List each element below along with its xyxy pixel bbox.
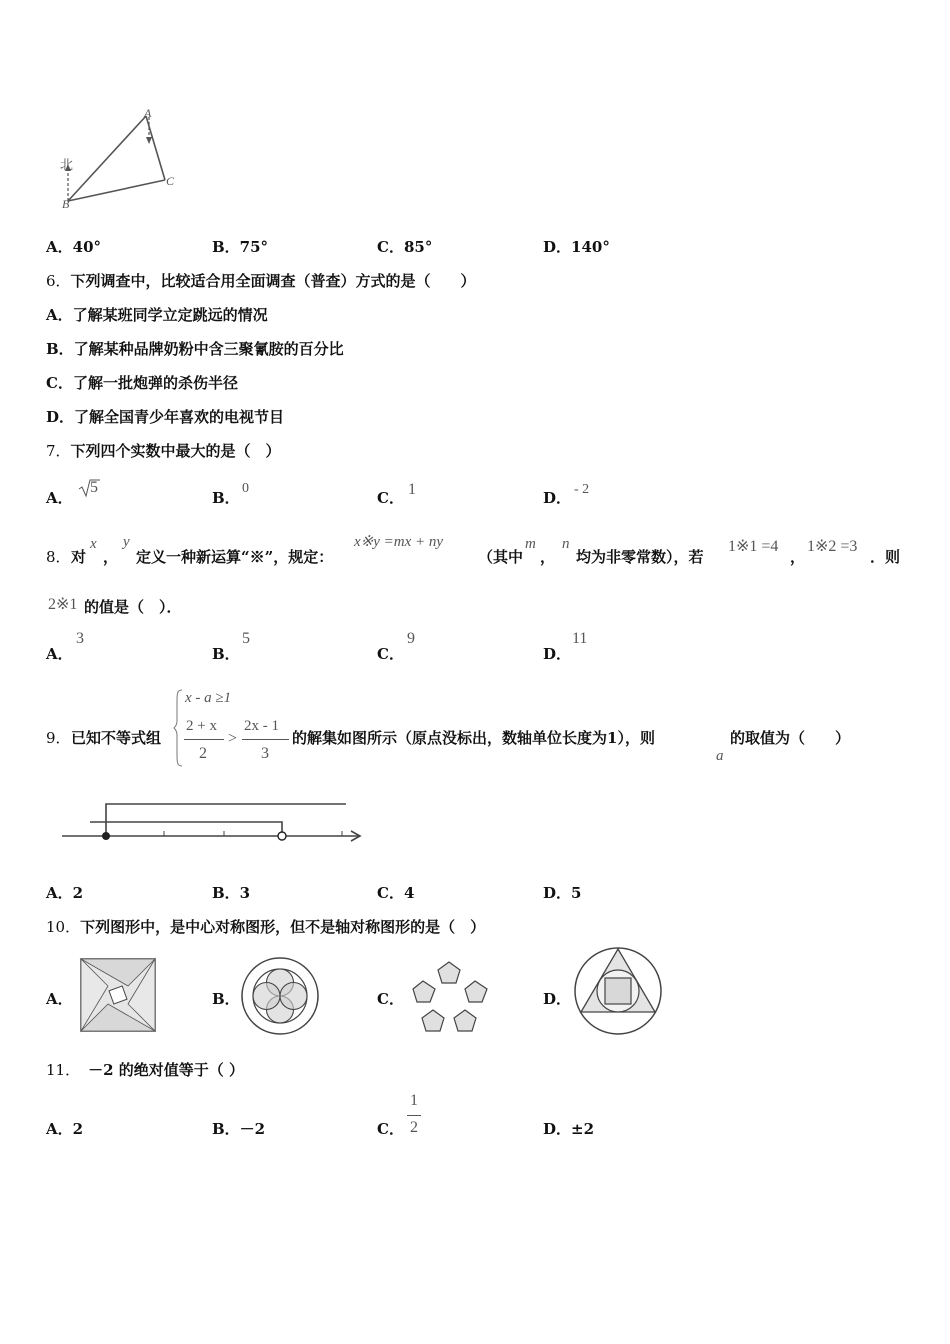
q8-condition-1: 1※1 =4: [728, 538, 779, 555]
pinwheel-square-figure[interactable]: [80, 958, 156, 1032]
q9-option-a[interactable]: A．2: [46, 884, 84, 902]
four-petal-circle-figure[interactable]: [240, 957, 320, 1035]
q11-stem: [46, 1059, 244, 1080]
q10-stem: [46, 916, 485, 937]
q6-option-b[interactable]: B．了解某种品牌奶粉中含三聚氰胺的百分比: [46, 340, 344, 358]
q7-option-b[interactable]: [212, 487, 240, 508]
q8-option-c-value: 9: [407, 630, 415, 647]
q9-text-3: 的取值为（ ）: [730, 729, 851, 747]
q11-stem-text: －2 的绝对值等于（ ）: [88, 1061, 244, 1079]
q6-option-d[interactable]: D．了解全国青少年喜欢的电视节目: [46, 408, 285, 426]
q11-option-c-fraction-bar: [407, 1115, 421, 1116]
five-pentagons-figure[interactable]: [408, 960, 490, 1036]
q7-option-b-label: B．: [212, 489, 240, 507]
q9-option-b[interactable]: B．3: [212, 884, 251, 902]
q6-stem-text: 下列调查中，比较适合用全面调查（普查）方式的是（ ）: [70, 272, 476, 290]
q8-text-5: ．则: [870, 548, 901, 566]
point-c-label: C: [166, 174, 175, 188]
q9-fraction-1-bar: [184, 739, 224, 740]
q5-option-d[interactable]: D．140°: [543, 238, 610, 256]
q8-text-1: 对: [71, 548, 87, 566]
q8-text-2: 定义一种新运算“※”，规定：: [136, 548, 334, 566]
system-brace-icon: [174, 688, 184, 768]
q8-condition-2: 1※2 =3: [807, 538, 858, 555]
q9-inequality-1: x - a ≥1: [185, 690, 232, 706]
q7-option-a-label: A．: [46, 489, 73, 507]
q8-formula: x※y =mx + ny: [354, 534, 444, 550]
q8-option-c-label: C．: [377, 645, 404, 663]
q8-expression: 2※1: [48, 596, 78, 613]
number-line-figure: [60, 796, 370, 852]
q9-option-d[interactable]: D．5: [543, 884, 582, 902]
q5-option-b[interactable]: B．75°: [212, 238, 269, 256]
q9-fraction-1-denominator: 2: [199, 745, 207, 762]
q7-option-c[interactable]: [377, 487, 404, 508]
q8-number: 8．: [46, 548, 71, 566]
q8-text-6: 的值是（ ）．: [84, 598, 182, 616]
q11-option-d[interactable]: D．±2: [543, 1120, 595, 1138]
q7-option-d-label: D．: [543, 489, 572, 507]
q9-fraction-2-denominator: 3: [261, 745, 269, 762]
q11-option-c[interactable]: [377, 1118, 404, 1139]
q9-greater-than: >: [228, 730, 238, 747]
q7-option-a-value: 5: [90, 479, 98, 496]
q7-option-a[interactable]: [46, 487, 73, 508]
q8-option-b-label: B．: [212, 645, 240, 663]
q11-option-c-label: C．: [377, 1120, 404, 1138]
q11-option-c-denominator: 2: [410, 1119, 418, 1136]
q10-stem-text: 下列图形中，是中心对称图形，但不是轴对称图形的是（ ）: [80, 918, 486, 936]
q6-stem: [46, 270, 476, 291]
q5-option-c[interactable]: C．85°: [377, 238, 433, 256]
q8-option-a-value: 3: [76, 630, 84, 647]
q7-option-c-value: 1: [408, 481, 416, 498]
q7-option-b-value: 0: [242, 481, 249, 496]
q10-option-d[interactable]: D．: [543, 990, 572, 1008]
q8-option-c[interactable]: [377, 643, 404, 664]
q9-fraction-2-numerator: 2x - 1: [244, 718, 279, 734]
q10-option-b[interactable]: B．: [212, 990, 240, 1008]
q10-number: 10．: [46, 918, 81, 936]
q6-number: 6．: [46, 272, 71, 290]
q8-option-a-label: A．: [46, 645, 73, 663]
circle-triangle-square-figure[interactable]: [572, 946, 664, 1036]
q8-text-3: （其中: [478, 548, 524, 566]
q8-option-b-value: 5: [242, 630, 250, 647]
q10-option-a[interactable]: A．: [46, 990, 73, 1008]
q9-fraction-1-numerator: 2 + x: [186, 718, 217, 734]
q8-var-x: x: [90, 536, 97, 552]
q7-option-d[interactable]: [543, 487, 571, 508]
q9-option-c[interactable]: C．4: [377, 884, 415, 902]
q7-stem-text: 下列四个实数中最大的是（ ）: [70, 442, 281, 460]
point-a-label: A: [144, 106, 152, 120]
q7-option-c-label: C．: [377, 489, 404, 507]
q7-option-d-value: - 2: [574, 482, 590, 497]
q8-option-d-label: D．: [543, 645, 572, 663]
q8-option-b[interactable]: [212, 643, 240, 664]
q10-option-c[interactable]: C．: [377, 990, 404, 1008]
q11-option-b[interactable]: B．－2: [212, 1120, 266, 1138]
q9-var-a: a: [716, 748, 724, 764]
q9-fraction-2-bar: [242, 739, 289, 740]
q8-var-y: y: [123, 534, 130, 550]
q8-text-4: 均为非零常数），若: [576, 548, 704, 566]
q6-option-c[interactable]: C．了解一批炮弹的杀伤半径: [46, 374, 238, 392]
q8-comma-2: ，: [540, 548, 556, 566]
q7-stem: [46, 440, 281, 461]
q11-number: 11．: [46, 1061, 81, 1079]
q8-option-a[interactable]: [46, 643, 73, 664]
q8-option-d-value: 11: [572, 630, 588, 647]
q8-comma-1: ，: [103, 548, 119, 566]
q9-number: 9．: [46, 729, 71, 747]
q11-option-c-numerator: 1: [410, 1092, 418, 1109]
q8-var-m: m: [525, 536, 536, 552]
q7-number: 7．: [46, 442, 71, 460]
q8-option-d[interactable]: [543, 643, 571, 664]
q9-text-2: 的解集如图所示（原点没标出，数轴单位长度为1），则: [292, 729, 655, 747]
q8-var-n: n: [562, 536, 570, 552]
q11-option-a[interactable]: A．2: [46, 1120, 84, 1138]
point-b-label: B: [62, 197, 70, 211]
north-label: 北: [60, 157, 74, 172]
q8-comma-3: ，: [790, 548, 806, 566]
q9-text-1: 已知不等式组: [71, 729, 162, 747]
q5-option-a[interactable]: A．40°: [46, 238, 102, 256]
q6-option-a[interactable]: A．了解某班同学立定跳远的情况: [46, 306, 268, 324]
